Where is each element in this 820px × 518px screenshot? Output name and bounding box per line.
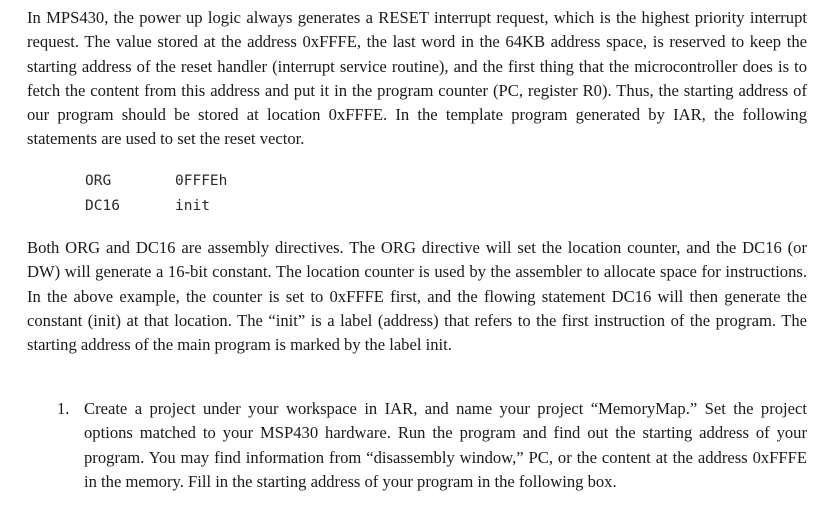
document-page [27,6,807,491]
code-directive: ORG [85,172,112,189]
task-list [57,397,807,494]
code-line [27,168,375,193]
list-item-number: 1. [57,399,70,418]
code-directive: DC16 [85,197,120,214]
code-listing [27,168,375,218]
directives-paragraph: Both ORG and DC16 are assembly directives. The ORG directive will set the location counter, and the DC16 (or DW) will generate a 16-bit constant. The location counter is used by the assembler to allocate space for instructions. In the above example, the counter is set to 0xFFFE first, and the flowing statement DC16 will then generate the constant (init) at that location. The “init” is a label (address) that refers to the first instruction of the program. The starting address of the main program is marked by the label init. [27,238,807,355]
code-line [27,193,375,218]
list-item [57,397,807,494]
list-item-text: Create a project under your workspace in IAR, and name your project “MemoryMap.” Set the project options matched to your MSP430 hardware. Run the program and find out the starting address of your program. You may find information from “disassembly window,” PC, or the content at the address 0xFFFE in the memory. Fill in the starting address of your program in the following box. [84,399,807,491]
code-operand: 0FFFEh [175,172,228,189]
code-operand: init [175,197,210,214]
intro-paragraph: In MPS430, the power up logic always generates a RESET interrupt request, which is the highest priority interrupt request. The value stored at the address 0xFFFE, the last word in the 64KB address space, is reserved to keep the starting address of the reset handler (interrupt service routine), and the first thing that the microcontroller does is to fetch the content from this address and put it in the program counter (PC, register R0). Thus, the starting address of our program should be stored at location 0xFFFE. In the template program generated by IAR, the following statements are used to set the reset vector. [27,8,807,149]
